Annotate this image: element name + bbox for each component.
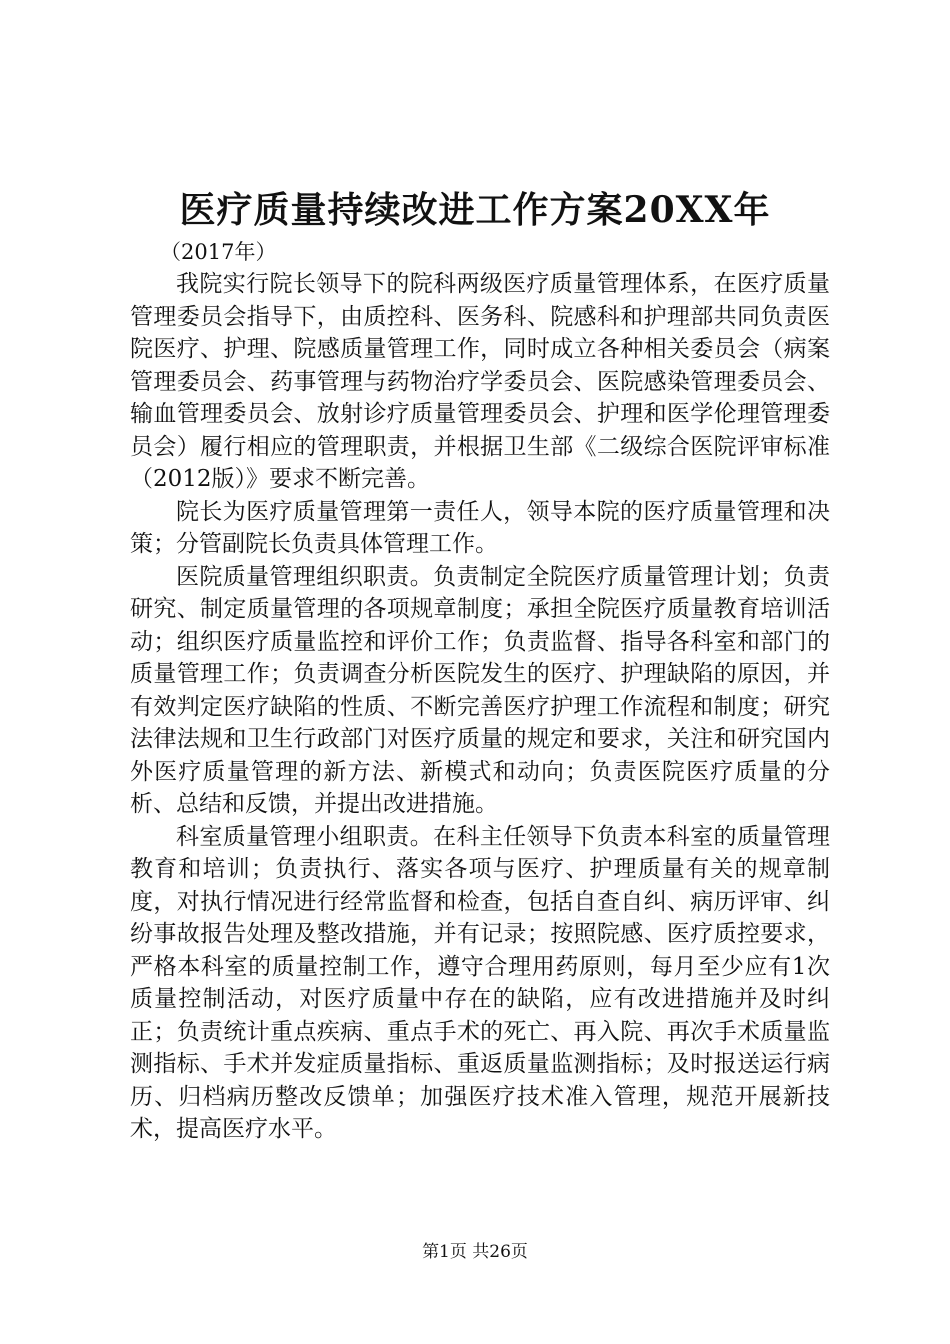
document-title: 医疗质量持续改进工作方案20XX年 bbox=[179, 189, 771, 231]
body-paragraph-4: 科室质量管理小组职责。在科主任领导下负责本科室的质量管理教育和培训；负责执行、落实各项与医疗、护理质量有关的规章制度，对执行情况进行经常监督和检查，包括自查自纠、病历评审、纠纷事故报告处理及整改措施，并有记录；按照院感、医疗质控要求，严格本科室的质量控制工作，遵守合理用药原则，每月至少应有1次质量控制活动，对医疗质量中存在的缺陷，应有改进措施并及时纠正；负责统计重点疾病、重点手术的死亡、再入院、再次手术质量监测指标、手术并发症质量指标、重返质量监测指标；及时报送运行病历、归档病历整改反馈单；加强医疗技术准入管理，规范开展新技术，提高医疗水平。 bbox=[130, 823, 830, 1142]
page-number-footer: 第1页 共26页 bbox=[422, 1242, 528, 1262]
body-paragraph-2: 院长为医疗质量管理第一责任人，领导本院的医疗质量管理和决策；分管副院长负责具体管理工作。 bbox=[130, 498, 830, 557]
document-body bbox=[130, 268, 830, 1146]
document-subtitle: （2017年） bbox=[160, 240, 277, 264]
body-paragraph-3: 医院质量管理组织职责。负责制定全院医疗质量管理计划；负责研究、制定质量管理的各项规章制度；承担全院医疗质量教育培训活动；组织医疗质量监控和评价工作；负责监督、指导各科室和部门的质量管理工作；负责调查分析医院发生的医疗、护理缺陷的原因，并有效判定医疗缺陷的性质、不断完善医疗护理工作流程和制度；研究法律法规和卫生行政部门对医疗质量的规定和要求，关注和研究国内外医疗质量管理的新方法、新模式和动向；负责医院医疗质量的分析、总结和反馈，并提出改进措施。 bbox=[130, 563, 830, 817]
body-paragraph-1: 我院实行院长领导下的院科两级医疗质量管理体系，在医疗质量管理委员会指导下，由质控科、医务科、院感科和护理部共同负责医院医疗、护理、院感质量管理工作，同时成立各种相关委员会（病案管理委员会、药事管理与药物治疗学委员会、医院感染管理委员会、输血管理委员会、放射诊疗质量管理委员会、护理和医学伦理管理委员会）履行相应的管理职责，并根据卫生部《二级综合医院评审标准（2012版）》要求不断完善。 bbox=[130, 271, 830, 492]
